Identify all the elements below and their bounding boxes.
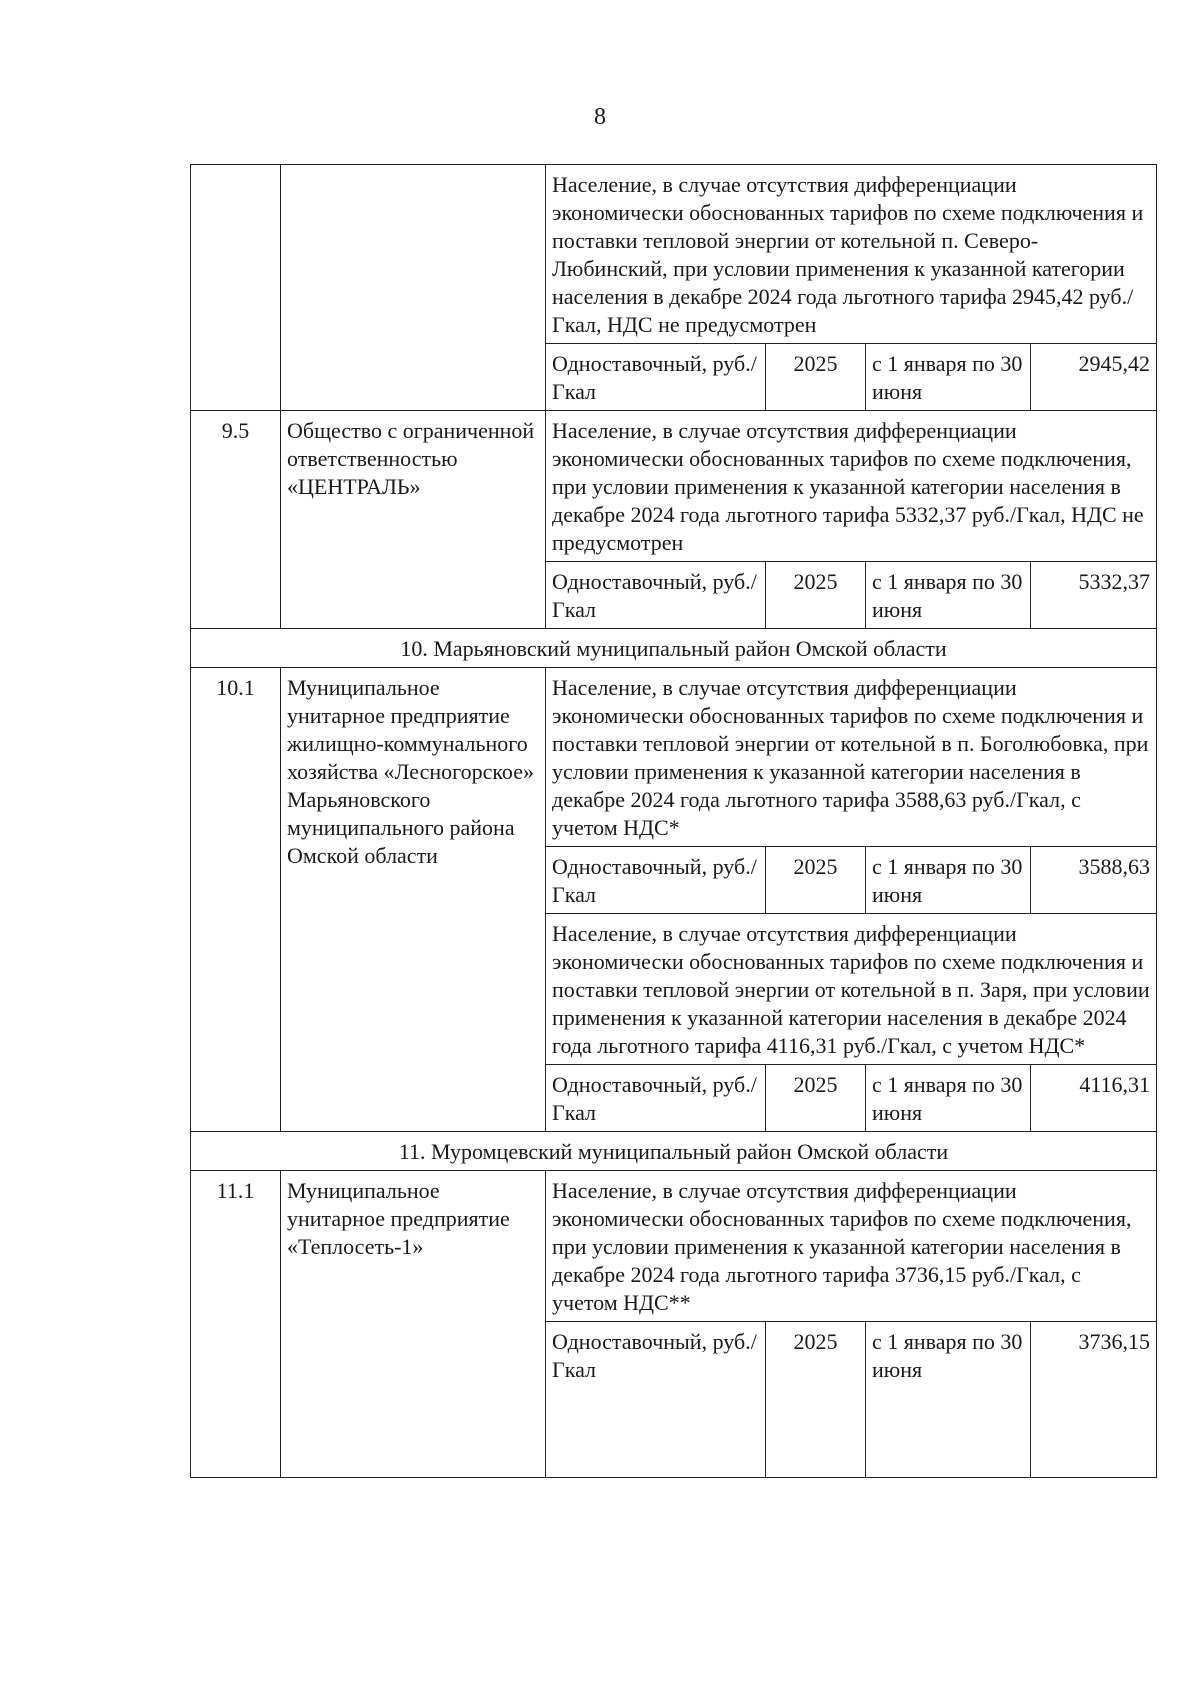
organization-cell: Муниципальное унитарное предприятие «Теплосеть-1»	[281, 1171, 546, 1478]
section-row	[191, 1132, 1157, 1171]
tariff-type-cell: Одноставочный, руб./Гкал	[546, 1065, 766, 1132]
section-heading: 11. Муромцевский муниципальный район Омской области	[191, 1132, 1157, 1171]
period-cell: с 1 января по 30 июня	[866, 562, 1031, 629]
tariff-value-cell: 2945,42	[1031, 344, 1157, 411]
table-row	[191, 668, 1157, 847]
tariff-value-cell: 3736,15	[1031, 1322, 1157, 1478]
table-row	[191, 1171, 1157, 1322]
year-cell: 2025	[766, 344, 866, 411]
tariff-type-cell: Одноставочный, руб./Гкал	[546, 1322, 766, 1478]
row-number-cell: 10.1	[191, 668, 281, 1132]
section-heading: 10. Марьяновский муниципальный район Омской области	[191, 629, 1157, 668]
tariff-value-cell: 4116,31	[1031, 1065, 1157, 1132]
organization-cell: Муниципальное унитарное предприятие жилищно-коммунального хозяйства «Лесногорское» Марьяновского муниципального района Омской области	[281, 668, 546, 1132]
organization-cell: Общество с ограниченной ответственностью «ЦЕНТРАЛЬ»	[281, 411, 546, 629]
tariff-value-cell: 5332,37	[1031, 562, 1157, 629]
tariff-value-cell: 3588,63	[1031, 847, 1157, 914]
tariff-type-cell: Одноставочный, руб./Гкал	[546, 847, 766, 914]
year-cell: 2025	[766, 1065, 866, 1132]
row-number-cell: 11.1	[191, 1171, 281, 1478]
tariff-type-cell: Одноставочный, руб./Гкал	[546, 344, 766, 411]
period-cell: с 1 января по 30 июня	[866, 1322, 1031, 1478]
period-cell: с 1 января по 30 июня	[866, 344, 1031, 411]
period-cell: с 1 января по 30 июня	[866, 1065, 1031, 1132]
consumer-description: Население, в случае отсутствия дифференциации экономически обоснованных тарифов по схеме подключения, при условии применения к указанной категории населения в декабре 2024 года льготного тарифа 5332,37 руб./Гкал, НДС не предусмотрен	[546, 411, 1157, 562]
consumer-description: Население, в случае отсутствия дифференциации экономически обоснованных тарифов по схеме подключения, при условии применения к указанной категории населения в декабре 2024 года льготного тарифа 3736,15 руб./Гкал, с учетом НДС**	[546, 1171, 1157, 1322]
table-row	[191, 165, 1157, 344]
tariff-type-cell: Одноставочный, руб./Гкал	[546, 562, 766, 629]
row-number-cell: 9.5	[191, 411, 281, 629]
consumer-description: Население, в случае отсутствия дифференциации экономически обоснованных тарифов по схеме подключения и поставки тепловой энергии от котельной в п. Заря, при условии применения к указанной категории населения в декабре 2024 года льготного тарифа 4116,31 руб./Гкал, с учетом НДС*	[546, 914, 1157, 1065]
consumer-description: Население, в случае отсутствия дифференциации экономически обоснованных тарифов по схеме подключения и поставки тепловой энергии от котельной в п. Боголюбовка, при условии применения к указанной категории населения в декабре 2024 года льготного тарифа 3588,63 руб./Гкал, с учетом НДС*	[546, 668, 1157, 847]
page-number: 8	[594, 104, 606, 130]
period-cell: с 1 января по 30 июня	[866, 847, 1031, 914]
tariff-table	[190, 164, 1157, 1478]
section-row	[191, 629, 1157, 668]
row-number-cell	[191, 165, 281, 411]
consumer-description: Население, в случае отсутствия дифференциации экономически обоснованных тарифов по схеме подключения и поставки тепловой энергии от котельной п. Северо-Любинский, при условии применения к указанной категории населения в декабре 2024 года льготного тарифа 2945,42 руб./Гкал, НДС не предусмотрен	[546, 165, 1157, 344]
table-row	[191, 411, 1157, 562]
year-cell: 2025	[766, 1322, 866, 1478]
organization-cell	[281, 165, 546, 411]
year-cell: 2025	[766, 847, 866, 914]
year-cell: 2025	[766, 562, 866, 629]
